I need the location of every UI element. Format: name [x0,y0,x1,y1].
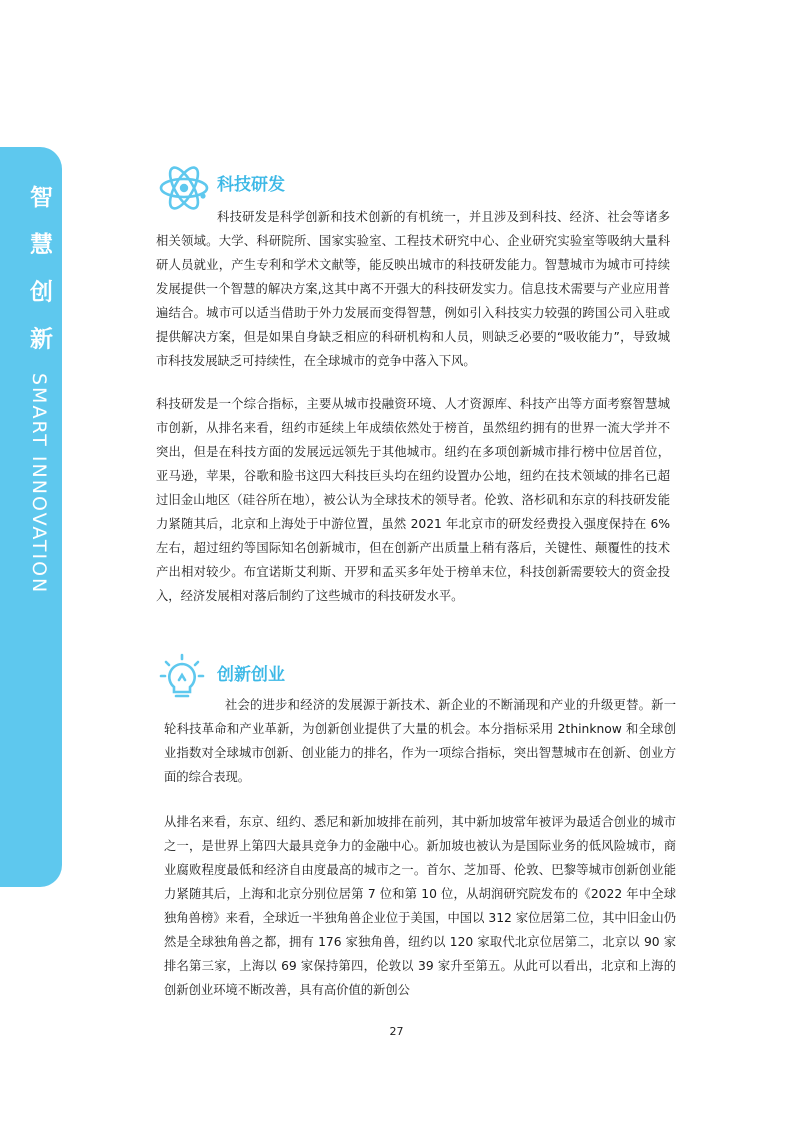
sidebar-title-cn: 智 慧 创 新 [26,185,52,358]
section-rnd-intro [156,205,670,373]
paragraph: 从排名来看，东京、纽约、悉尼和新加坡排在前列，其中新加坡常年被评为最适合创业的城市之一，是世界上第四大最具竞争力的金融中心。新加坡也被认为是国际业务的低风险城市，商业腐败程度最低和经济自由度最高的城市之一。首尔、芝加哥、伦敦、巴黎等城市创新创业能力紧随其后，上海和北京分别位居第 7 位和第 10 位，从胡润研究院发布的《2022 年中全球独角兽榜》来看，全球近一半独角兽企业位于美国，中国以 312 家位居第二位，其中旧金山仍然是全球独角兽之都，拥有 176 家独角兽，纽约以 120 家取代北京位居第二，北京以 90 家排名第三家，上海以 69 家保持第四，伦敦以 39 家升至第五。从此可以看出，北京和上海的创新创业环境不断改善，具有高价值的新创公 [164,815,676,997]
sidebar-title-en: SMART INNOVATION [28,373,50,595]
section-innovation-body [164,810,676,1002]
paragraph: 社会的进步和经济的发展源于新技术、新企业的不断涌现和产业的升级更替。新一轮科技革命和产业革新，为创新创业提供了大量的机会。本分指标采用 2thinknow 和全球创业指数对全球城市创新、创业能力的排名，作为一项综合指标，突出智慧城市在创新、创业方面的综合表现。 [164,698,676,784]
sidebar-title [6,185,56,594]
paragraph: 科技研发是一个综合指标，主要从城市投融资环境、人才资源库、科技产出等方面考察智慧城市创新，从排名来看，纽约市延续上年成绩依然处于榜首，虽然纽约拥有的世界一流大学并不突出，但是在科技方面的发展远远领先于其他城市。纽约在多项创新城市排行榜中位居首位，亚马逊，苹果，谷歌和脸书这四大科技巨头均在纽约设置办公地，纽约在技术领域的排名已超过旧金山地区（硅谷所在地），被公认为全球技术的领导者。伦敦、洛杉矶和东京的科技研发能力紧随其后，北京和上海处于中游位置，虽然 2021 年北京市的研发经费投入强度保持在 6%左右，超过纽约等国际知名创新城市，但在创新产出质量上稍有落后，关键性、颠覆性的技术产出相对较少。布宜诺斯艾利斯、开罗和孟买多年处于榜单末位，科技创新需要较大的资金投入，经济发展相对落后制约了这些城市的科技研发水平。 [156,397,670,603]
section-heading-rnd: 科技研发 [217,175,285,195]
section-innovation-intro [164,693,676,789]
page-number: 27 [389,1025,404,1038]
section-rnd-body [156,392,670,608]
section-heading-innovation: 创新创业 [217,665,285,685]
paragraph: 科技研发是科学创新和技术创新的有机统一，并且涉及到科技、经济、社会等诸多相关领域。大学、科研院所、国家实验室、工程技术研究中心、企业研究实验室等吸纳大量科研人员就业，产生专利和学术文献等，能反映出城市的科技研发能力。智慧城市为城市可持续发展提供一个智慧的解决方案,这其中离不开强大的科技研发实力。信息技术需要与产业应用普遍结合。城市可以适当借助于外力发展而变得智慧，例如引入科技实力较强的跨国公司入驻或提供解决方案，但是如果自身缺乏相应的科研机构和人员，则缺乏必要的“吸收能力”，导致城市科技发展缺乏可持续性，在全球城市的竞争中落入下风。 [156,210,670,368]
